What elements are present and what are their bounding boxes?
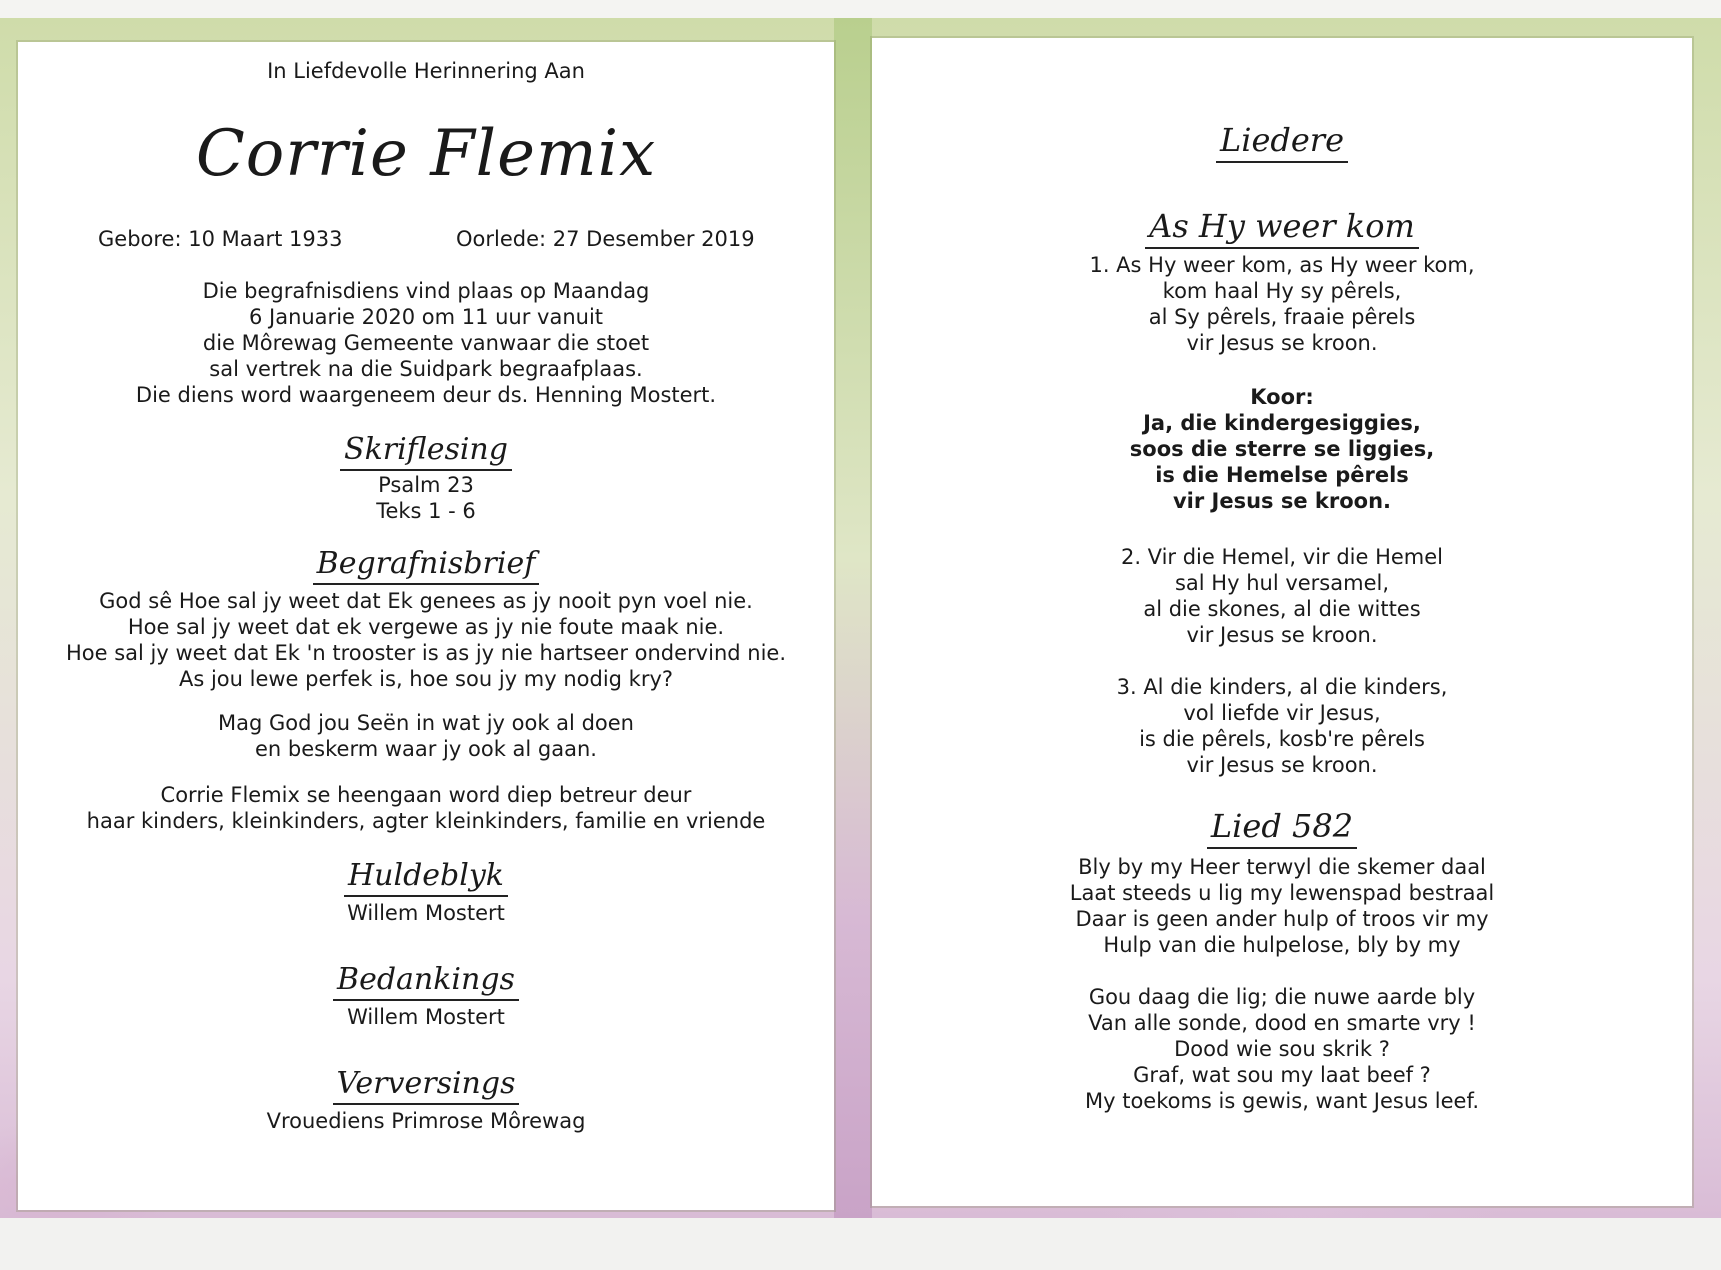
tribute-name: Willem Mostert [347,901,505,925]
reading-details: Psalm 23 Teks 1 - 6 [376,473,476,523]
right-page [872,38,1692,1206]
letter-heading: Begrafnisbrief [18,546,834,582]
refresh-name: Vrouediens Primrose Môrewag [266,1109,586,1133]
scan-margin [0,1218,1721,1270]
refresh-heading: Verversings [18,1066,834,1102]
intro-line: In Liefdevolle Herinnering Aan [267,59,585,83]
song2-heading: Lied 582 [872,808,1692,844]
hymn-stanza1: Bly by my Heer terwyl die skemer daal Laat steeds u lig my lewenspad bestraal Daar is geen ander hulp of troos vir my Hulp van die hulpelose, bly by my [1069,855,1495,957]
song1-verse1: 1. As Hy weer kom, as Hy weer kom, kom haal Hy sy pêrels, al Sy pêrels, fraaie pêrels vir Jesus se kroon. [1089,253,1475,355]
born-date: Gebore: 10 Maart 1933 [98,227,343,251]
songs-heading: Liedere [872,122,1692,158]
thanks-heading: Bedankings [18,962,834,998]
thanks-name: Willem Mostert [347,1005,505,1029]
deceased-name: Corrie Flemix [195,117,657,191]
service-line: sal vertrek na die Suidpark begraafplaas. [209,357,643,381]
flower-gutter [834,18,872,1218]
song1-chorus: Koor: Ja, die kindergesiggies, soos die sterre se liggies, is die Hemelse pêrels vir Jesus se kroon. [872,384,1692,514]
service-details [18,278,834,408]
letter-text: God sê Hoe sal jy weet dat Ek genees as jy nooit pyn voel nie. Hoe sal jy weet dat ek vergewe as jy nie foute maak nie. Hoe sal jy weet dat Ek 'n trooster is as jy nie hartseer ondervind nie. As jou lewe perfek is, hoe sou jy my nodig kry? [66,589,786,691]
service-line: die Môrewag Gemeente vanwaar die stoet [202,331,650,355]
hymn-stanza2: Gou daag die lig; die nuwe aarde bly Van alle sonde, dood en smarte vry ! Dood wie sou skrik ? Graf, wat sou my laat beef ? My toekoms is gewis, want Jesus leef. [1084,985,1480,1113]
service-line: Die begrafnisdiens vind plaas op Maandag [202,279,650,303]
service-line: 6 Januarie 2020 om 11 uur vanuit [248,305,604,329]
mourned-text: Corrie Flemix se heengaan word diep betreur deur haar kinders, kleinkinders, agter kleinkinders, familie en vriende [86,783,766,833]
chorus-label: Koor: [1250,385,1314,409]
died-date: Oorlede: 27 Desember 2019 [456,227,755,251]
tribute-heading: Huldeblyk [18,858,834,894]
left-page [18,42,834,1210]
song1-verse2: 2. Vir die Hemel, vir die Hemel sal Hy hul versamel, al die skones, al die wittes vir Jesus se kroon. [1120,545,1444,647]
booklet-spread [0,18,1721,1218]
blessing-text: Mag God jou Seën in wat jy ook al doen en beskerm waar jy ook al gaan. [218,711,634,761]
reading-heading: Skriflesing [18,432,834,468]
service-line: Die diens word waargeneem deur ds. Henning Mostert. [135,383,717,407]
song1-heading: As Hy weer kom [872,208,1692,244]
song1-verse3: 3. Al die kinders, al die kinders, vol liefde vir Jesus, is die pêrels, kosb're pêrels vir Jesus se kroon. [1116,675,1448,777]
